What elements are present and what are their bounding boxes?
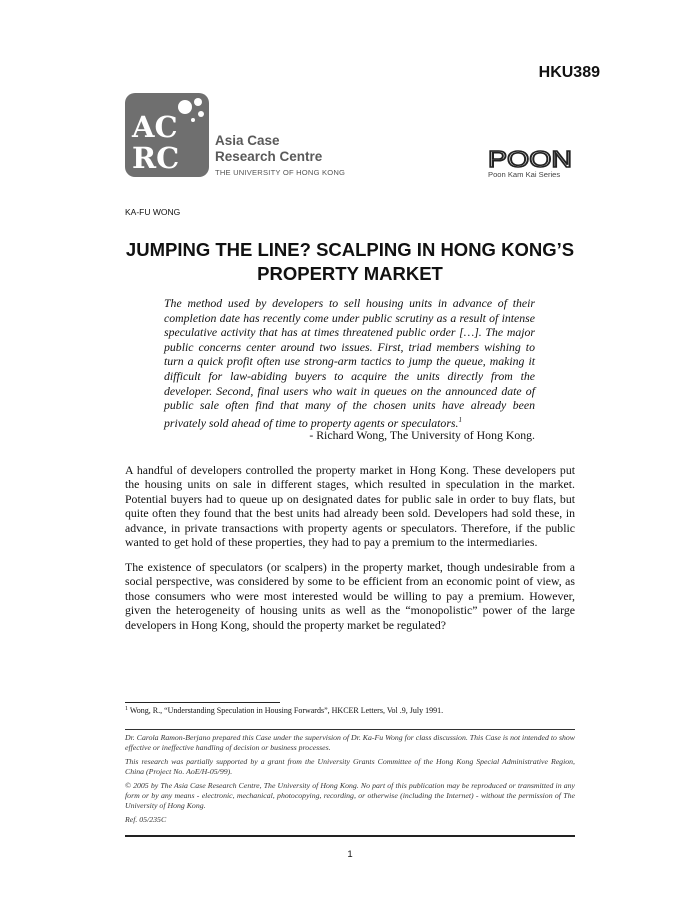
acrc-name <box>215 133 322 165</box>
case-number: HKU389 <box>538 64 600 81</box>
acrc-logo-top-text: AC <box>132 110 178 144</box>
acrc-name-line1: Asia Case <box>215 133 280 148</box>
poon-logo-text: POON <box>488 146 572 170</box>
disclaimer-divider-bottom <box>125 835 575 837</box>
acrc-university: THE UNIVERSITY OF HONG KONG <box>215 168 346 177</box>
footnote-divider <box>125 702 280 703</box>
disclaimer-support: This research was partially supported by a grant from the University Grants Committee of the Hong Kong Special Administrative Region, China (Project No. AoE/H-05/99). <box>125 757 575 776</box>
disclaimer-copyright: © 2005 by The Asia Case Research Centre, The University of Hong Kong. No part of this publication may be reproduced or transmitted in any form or by any means - electronic, mechanical, photocopying, recording, or otherwise (including the Internet) - without the permission of The University of Hong Kong. <box>125 781 575 810</box>
poon-series: Poon Kam Kai Series <box>488 170 561 179</box>
footnote-text: Wong, R., “Understanding Speculation in Housing Forwards”, HKCER Letters, Vol .9, July 1991. <box>129 706 444 715</box>
footnote <box>125 706 443 715</box>
poon-logo <box>488 146 574 170</box>
epigraph-attribution: - Richard Wong, The University of Hong Kong. <box>309 428 535 442</box>
epigraph-text: The method used by developers to sell housing units in advance of their completion date has recently come under public scrutiny as a result of intense speculative activity that has at times threatened public order […]. The major public concerns center around two issues. First, triad members wishing to turn a quick profit often use strong-arm tactics to jump the queue, making it difficult for law-abiding buyers to acquire the units directly from the developer. Second, final users who wait in queues on the announced date of public sale often find that many of the chosen units have already been privately sold ahead of time to property agents or speculators. <box>164 296 535 430</box>
epigraph-quote <box>164 296 535 430</box>
case-title: JUMPING THE LINE? SCALPING IN HONG KONG’S PROPERTY MARKET <box>125 239 575 284</box>
epigraph-footnote-ref: 1 <box>458 415 462 424</box>
disclaimer-prepared-by: Dr. Carola Ramon-Berjano prepared this Case under the supervision of Dr. Ka-Fu Wong for class discussion. This Case is not intended to show effective or ineffective handling of decision or business processes. <box>125 733 575 752</box>
acrc-logo-bottom-text: RC <box>132 141 180 175</box>
footnote-number: 1 <box>125 706 128 712</box>
acrc-logo <box>125 93 209 177</box>
body-paragraph-1: A handful of developers controlled the property market in Hong Kong. These developers put the housing units on sale in different stages, which resulted in speculation in the market. Potential buyers had to queue up on designated dates for public sale in order to buy flats, but quite often they found that the best units had already been sold. Developers had sold these, in advance, in private transactions with property agents or speculators. Therefore, if the public wanted to get hold of these properties, they had to pay a premium to the intermediaries. <box>125 463 575 550</box>
body-paragraph-2: The existence of speculators (or scalpers) in the property market, though undesirable from a social perspective, was considered by some to be efficient from an economic point of view, as those consumers who were most interested would be willing to pay a premium. However, given the heterogeneity of housing units as well as the “monopolistic” power of the large developers in Hong Kong, should the property market be regulated? <box>125 560 575 632</box>
author: KA-FU WONG <box>125 207 181 217</box>
page-number: 1 <box>347 849 353 860</box>
acrc-name-line2: Research Centre <box>215 149 323 164</box>
disclaimer-ref: Ref. 05/235C <box>125 815 167 824</box>
disclaimer-divider-top <box>125 729 575 730</box>
